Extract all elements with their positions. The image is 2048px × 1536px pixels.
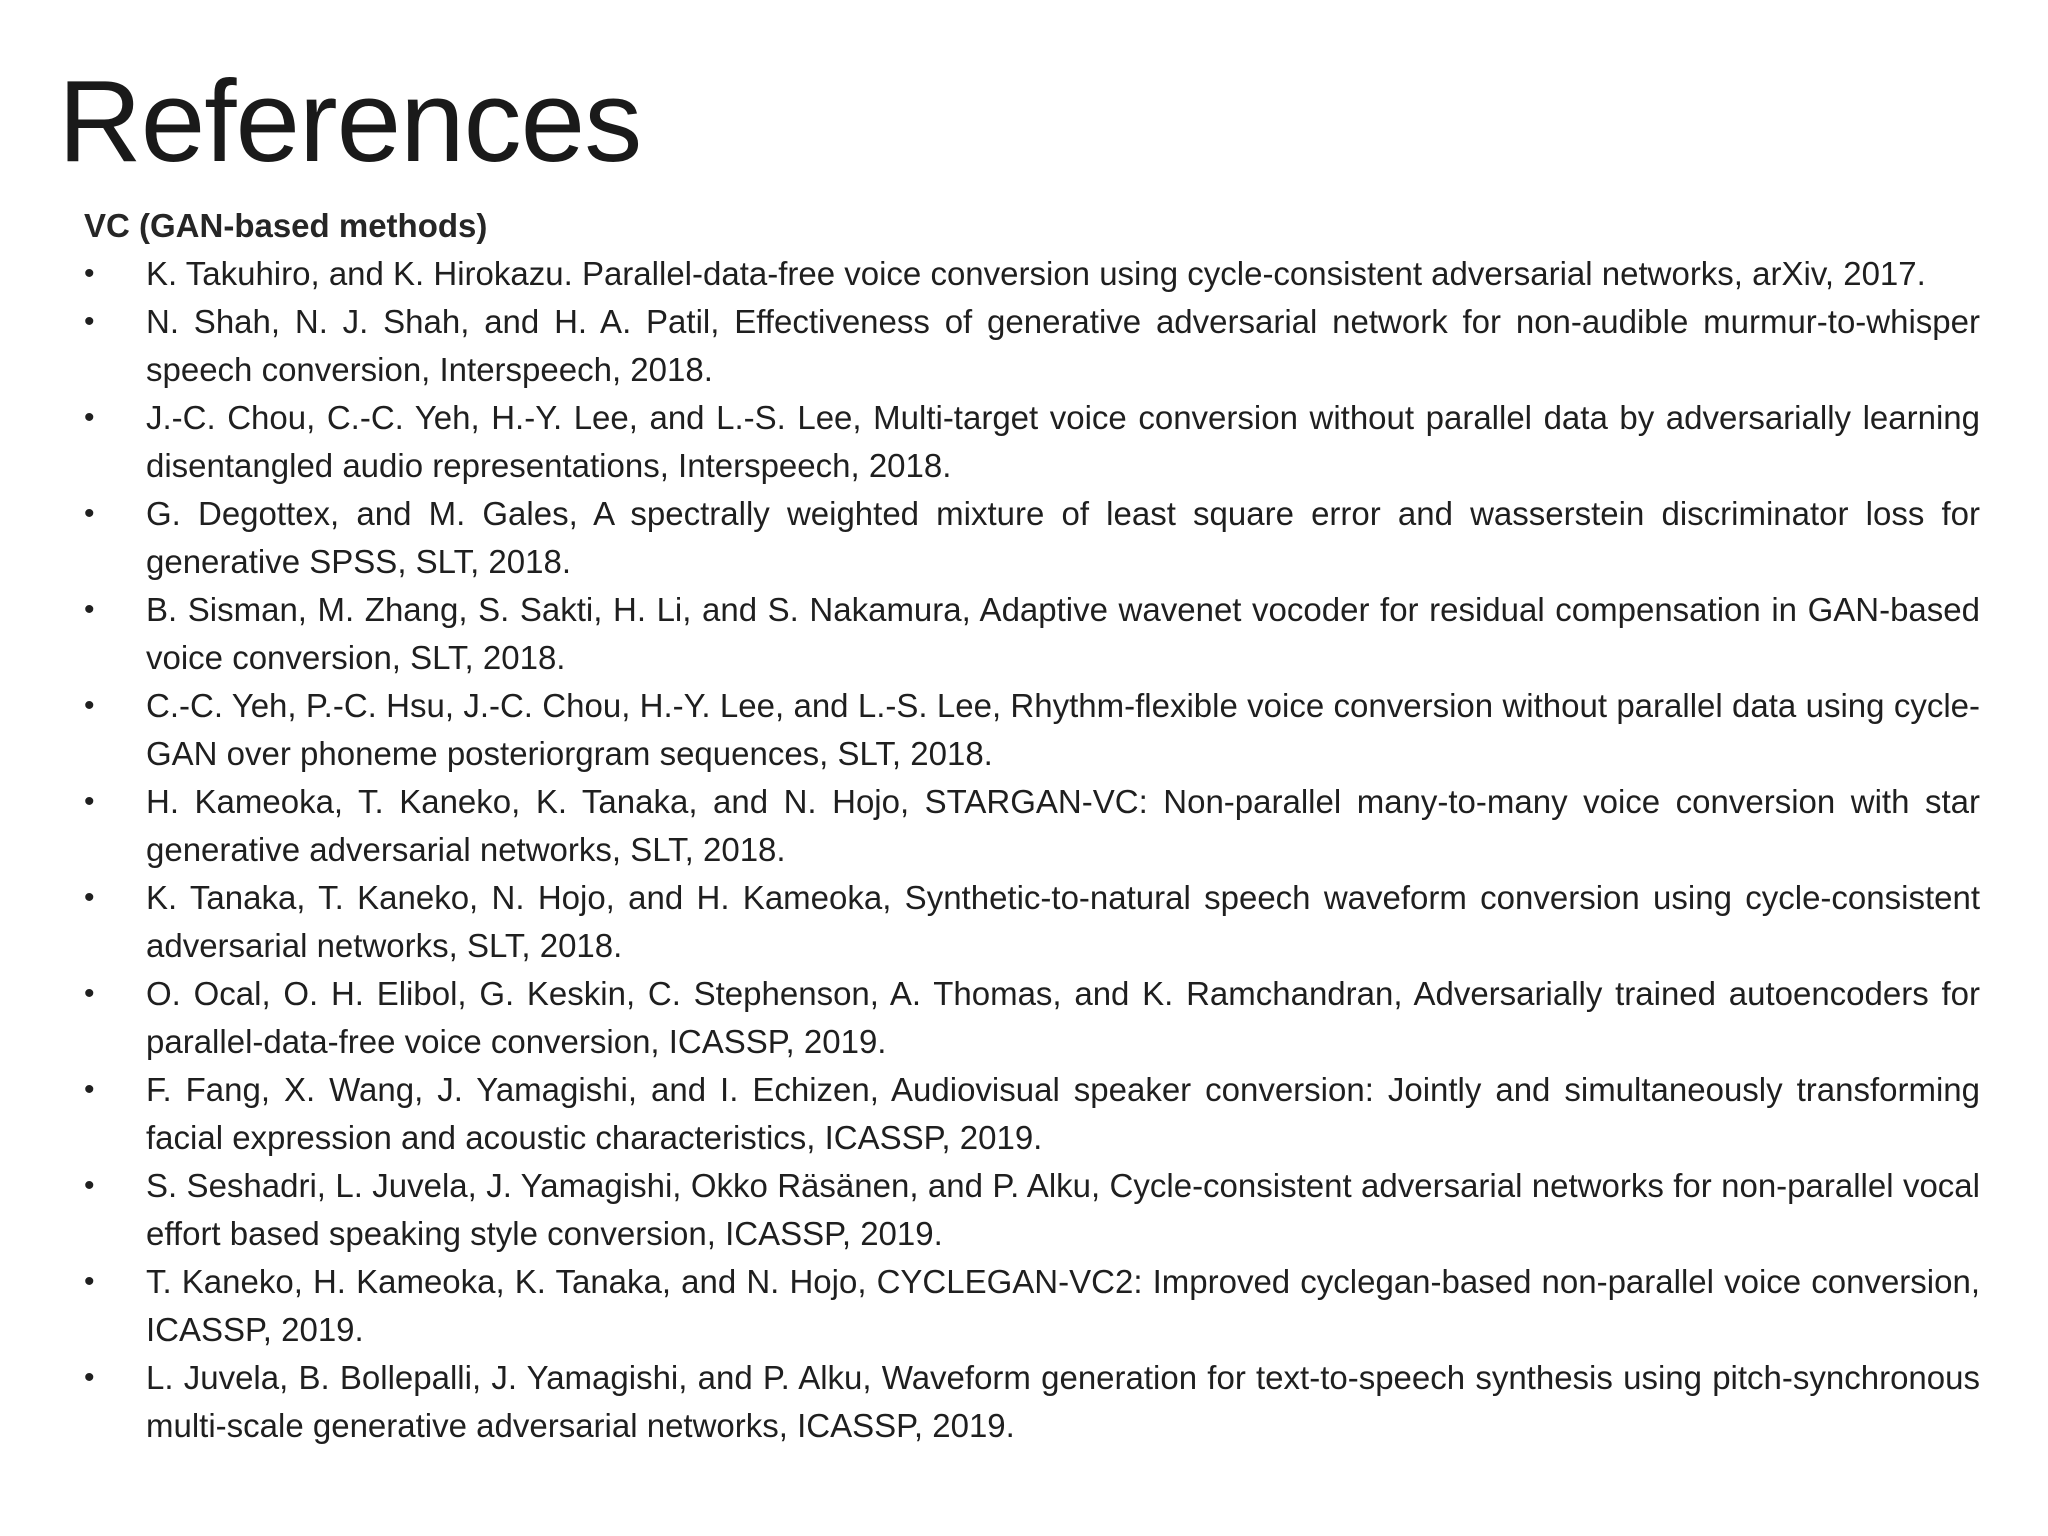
section-heading: VC (GAN-based methods)	[84, 207, 488, 244]
reference-text: T. Kaneko, H. Kameoka, K. Tanaka, and N. Hojo, CYCLEGAN-VC2: Improved cyclegan-based non-parallel voice conversion, ICASSP, 2019.	[146, 1263, 1980, 1348]
reference-item	[84, 1066, 1980, 1162]
bullet-icon: •	[84, 257, 95, 290]
slide-content	[84, 202, 1980, 1450]
reference-text: K. Tanaka, T. Kaneko, N. Hojo, and H. Kameoka, Synthetic-to-natural speech waveform conversion using cycle-consistent adversarial networks, SLT, 2018.	[146, 879, 1980, 964]
bullet-icon: •	[84, 1361, 95, 1394]
bullet-icon: •	[84, 497, 95, 530]
bullet-icon: •	[84, 881, 95, 914]
reference-item	[84, 874, 1980, 970]
bullet-icon: •	[84, 305, 95, 338]
bullet-icon: •	[84, 1265, 95, 1298]
bullet-icon: •	[84, 1073, 95, 1106]
reference-text: N. Shah, N. J. Shah, and H. A. Patil, Effectiveness of generative adversarial network for non-audible murmur-to-whisper speech conversion, Interspeech, 2018.	[146, 303, 1980, 388]
reference-item	[84, 778, 1980, 874]
reference-item	[84, 394, 1980, 490]
bullet-icon: •	[84, 593, 95, 626]
reference-item	[84, 298, 1980, 394]
reference-item	[84, 970, 1980, 1066]
reference-text: O. Ocal, O. H. Elibol, G. Keskin, C. Stephenson, A. Thomas, and K. Ramchandran, Adversarially trained autoencoders for parallel-data-free voice conversion, ICASSP, 2019.	[146, 975, 1980, 1060]
bullet-icon: •	[84, 1169, 95, 1202]
reference-item	[84, 1258, 1980, 1354]
slide-title: References	[58, 56, 642, 186]
reference-text: B. Sisman, M. Zhang, S. Sakti, H. Li, and S. Nakamura, Adaptive wavenet vocoder for residual compensation in GAN-based voice conversion, SLT, 2018.	[146, 591, 1980, 676]
reference-text: F. Fang, X. Wang, J. Yamagishi, and I. Echizen, Audiovisual speaker conversion: Jointly and simultaneously transforming facial expression and acoustic characteristics, ICASSP, 2019.	[146, 1071, 1980, 1156]
reference-item	[84, 682, 1980, 778]
bullet-icon: •	[84, 689, 95, 722]
reference-text: G. Degottex, and M. Gales, A spectrally weighted mixture of least square error and wasserstein discriminator loss for generative SPSS, SLT, 2018.	[146, 495, 1980, 580]
reference-text: H. Kameoka, T. Kaneko, K. Tanaka, and N. Hojo, STARGAN-VC: Non-parallel many-to-many voice conversion with star generative adversarial networks, SLT, 2018.	[146, 783, 1980, 868]
reference-item	[84, 1162, 1980, 1258]
reference-text: L. Juvela, B. Bollepalli, J. Yamagishi, and P. Alku, Waveform generation for text-to-speech synthesis using pitch-synchronous multi-scale generative adversarial networks, ICASSP, 2019.	[146, 1359, 1980, 1444]
reference-text: K. Takuhiro, and K. Hirokazu. Parallel-data-free voice conversion using cycle-consistent adversarial networks, arXiv, 2017.	[146, 255, 1926, 292]
bullet-icon: •	[84, 785, 95, 818]
reference-item	[84, 586, 1980, 682]
bullet-icon: •	[84, 401, 95, 434]
reference-text: J.-C. Chou, C.-C. Yeh, H.-Y. Lee, and L.-S. Lee, Multi-target voice conversion without parallel data by adversarially learning disentangled audio representations, Interspeech, 2018.	[146, 399, 1980, 484]
reference-text: S. Seshadri, L. Juvela, J. Yamagishi, Okko Räsänen, and P. Alku, Cycle-consistent adversarial networks for non-parallel vocal effort based speaking style conversion, ICASSP, 2019.	[146, 1167, 1980, 1252]
reference-list	[84, 250, 1980, 1450]
reference-item	[84, 490, 1980, 586]
reference-item	[84, 1354, 1980, 1450]
reference-item	[84, 250, 1980, 298]
bullet-icon: •	[84, 977, 95, 1010]
reference-text: C.-C. Yeh, P.-C. Hsu, J.-C. Chou, H.-Y. Lee, and L.-S. Lee, Rhythm-flexible voice conversion without parallel data using cycle-GAN over phoneme posteriorgram sequences, SLT, 2018.	[146, 687, 1980, 772]
